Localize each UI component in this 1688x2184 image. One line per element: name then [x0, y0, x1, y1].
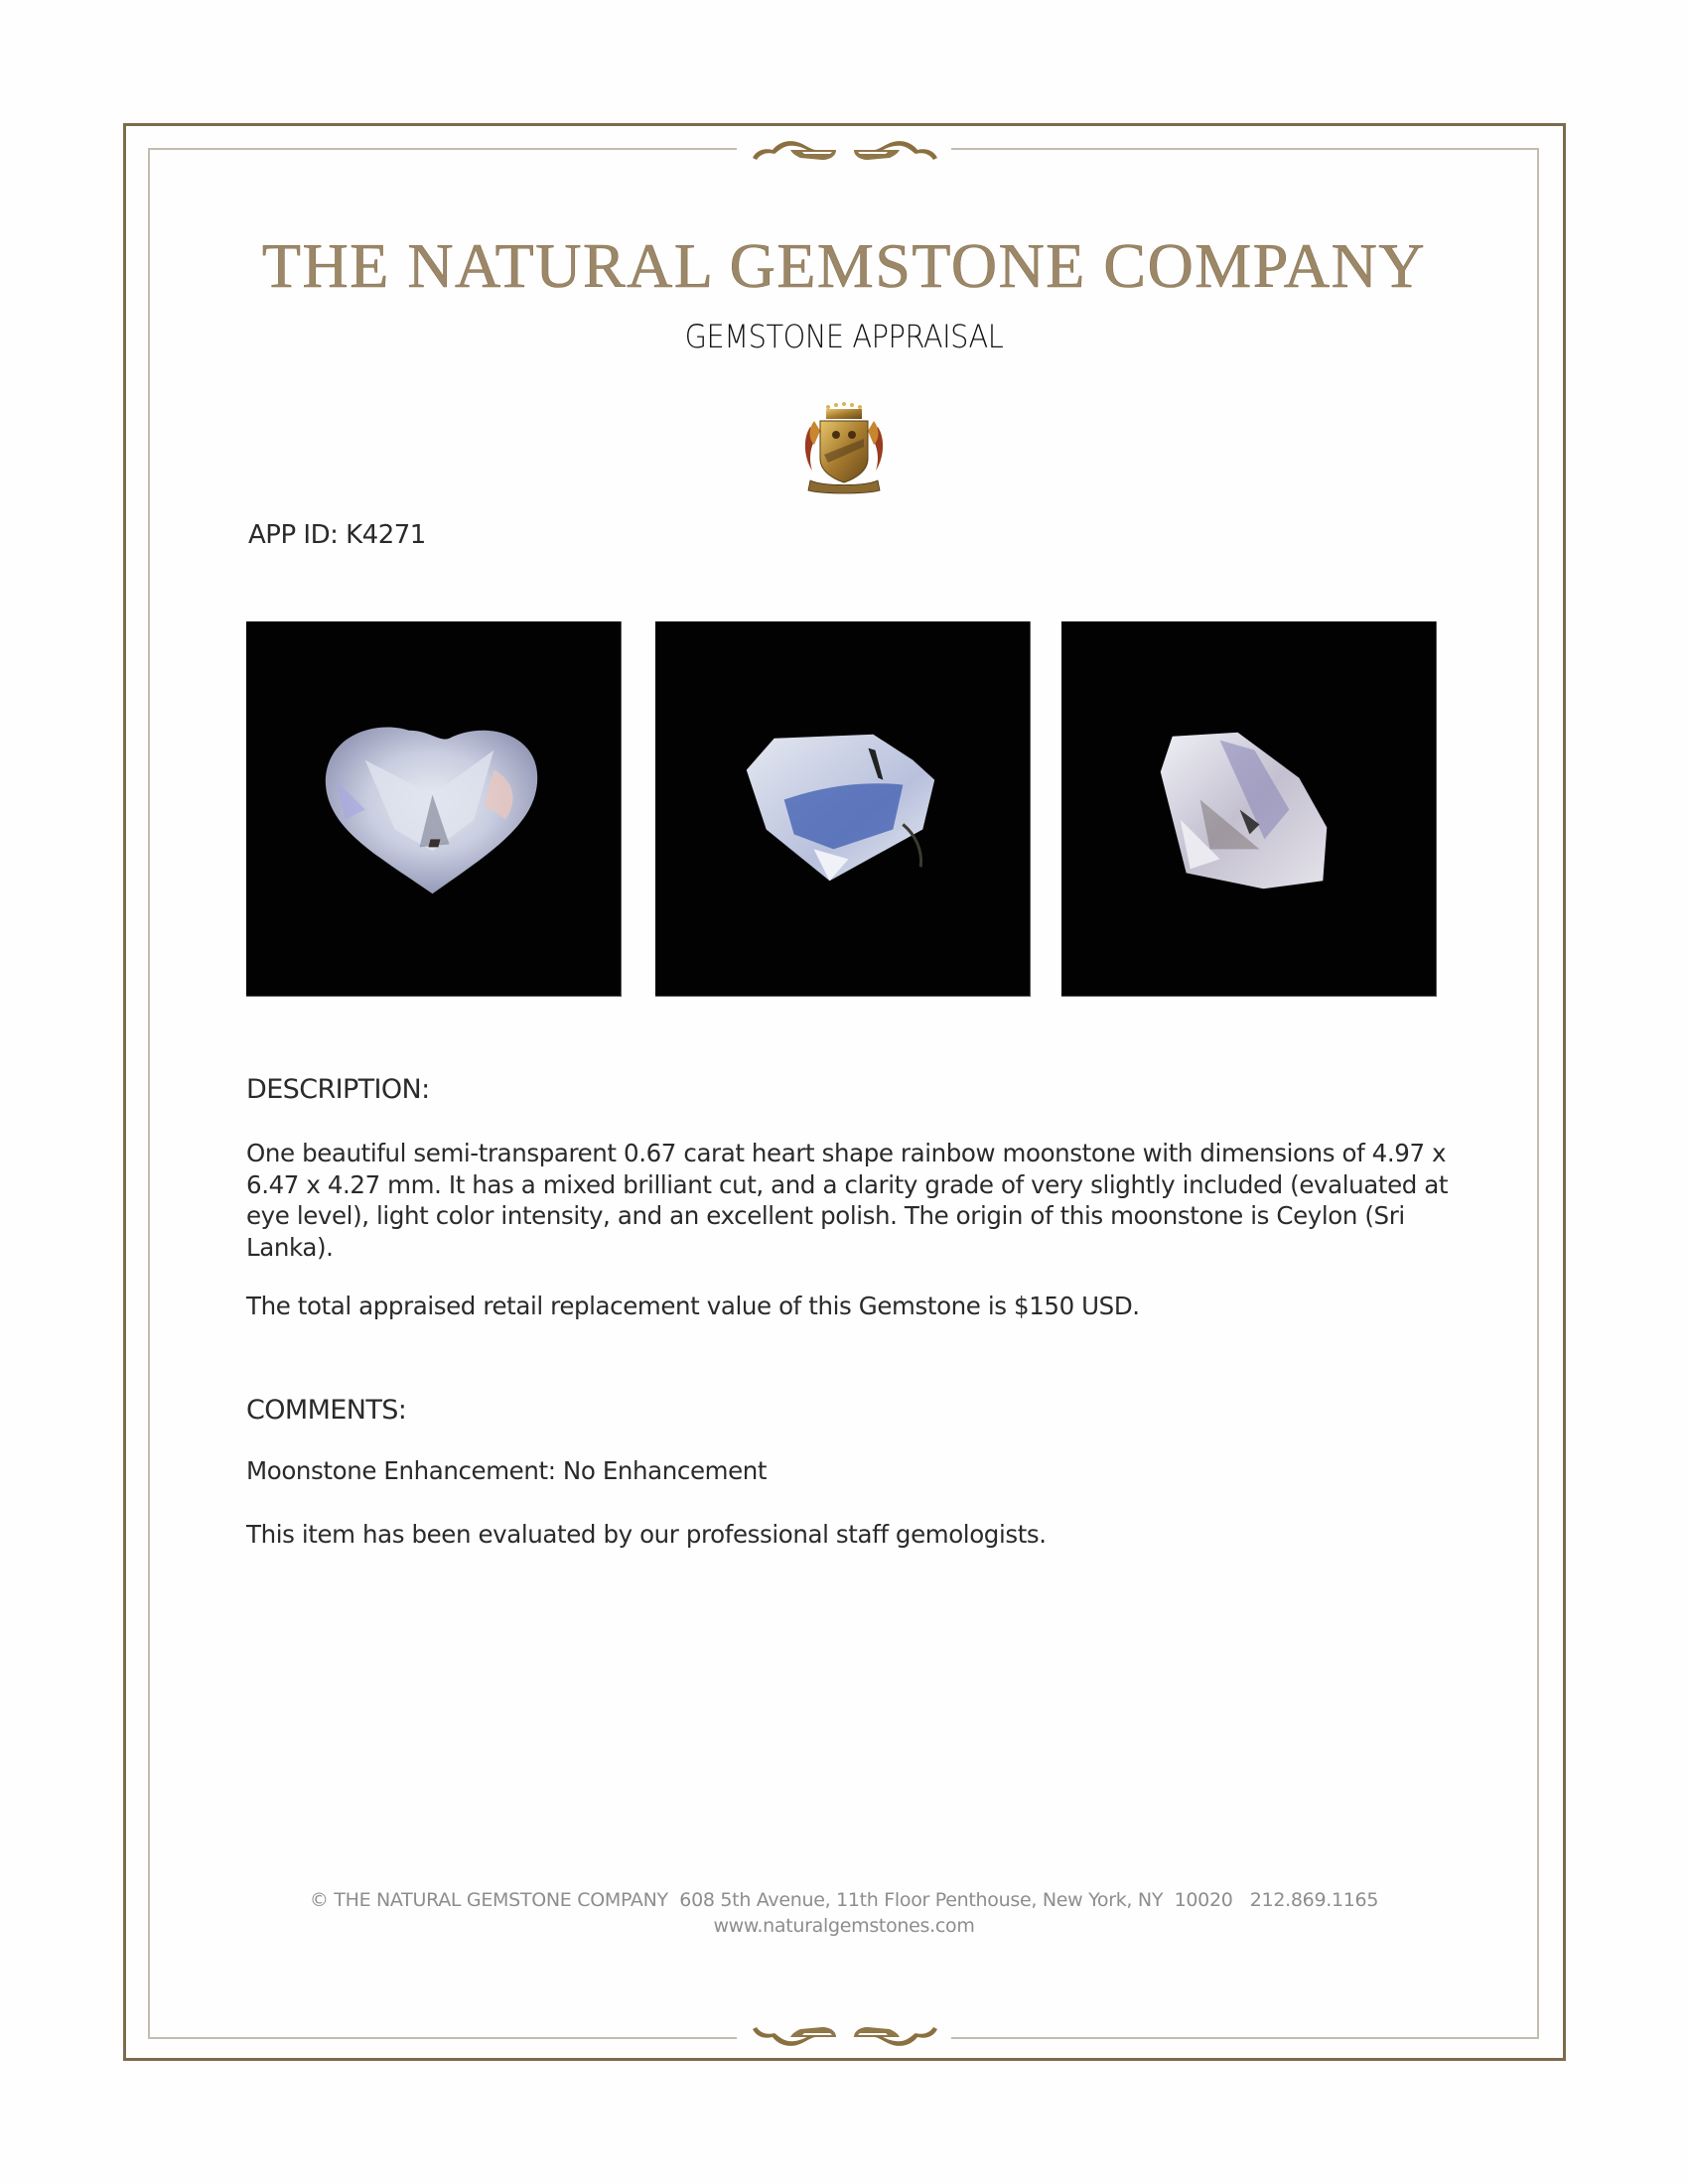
appraised-value-statement: The total appraised retail replacement value of this Gemstone is $150 USD.: [246, 1292, 1140, 1320]
description-heading: DESCRIPTION:: [246, 1074, 430, 1105]
bottom-flourish-ornament-icon: [751, 2025, 939, 2051]
evaluation-note: This item has been evaluated by our professional staff gemologists.: [246, 1520, 1047, 1549]
footer-address-line: © THE NATURAL GEMSTONE COMPANY 608 5th Avenue, 11th Floor Penthouse, New York, NY 10020 212.869.1165: [309, 1889, 1379, 1911]
company-crest-icon: [800, 399, 888, 496]
comments-heading: COMMENTS:: [246, 1395, 407, 1426]
appraisal-id: APP ID: K4271: [248, 520, 426, 550]
document-title: GEMSTONE APPRAISAL: [684, 318, 1004, 355]
gemstone-photo-side-view: [655, 621, 1031, 997]
angled-moonstone-image: [1061, 621, 1436, 996]
footer-website-link[interactable]: www.naturalgemstones.com: [713, 1915, 975, 1937]
heart-moonstone-image: [246, 621, 621, 996]
description-paragraph: One beautiful semi-transparent 0.67 carat heart shape rainbow moonstone with dimensions of 4.97 x 6.47 x 4.27 mm. It has a mixed brilliant cut, and a clarity grade of very slightly included (evaluated at eye level), light color intensity, and an excellent polish. The origin of this moonstone is Ceylon (Sri Lanka).: [246, 1139, 1449, 1262]
side-moonstone-image: [655, 621, 1030, 996]
top-flourish-ornament-icon: [751, 136, 939, 162]
gemstone-photo-angled-view: [1061, 621, 1437, 997]
gemstone-photo-top-view: [246, 621, 622, 997]
enhancement-comment: Moonstone Enhancement: No Enhancement: [246, 1456, 768, 1485]
company-name-title: THE NATURAL GEMSTONE COMPANY: [261, 230, 1427, 301]
